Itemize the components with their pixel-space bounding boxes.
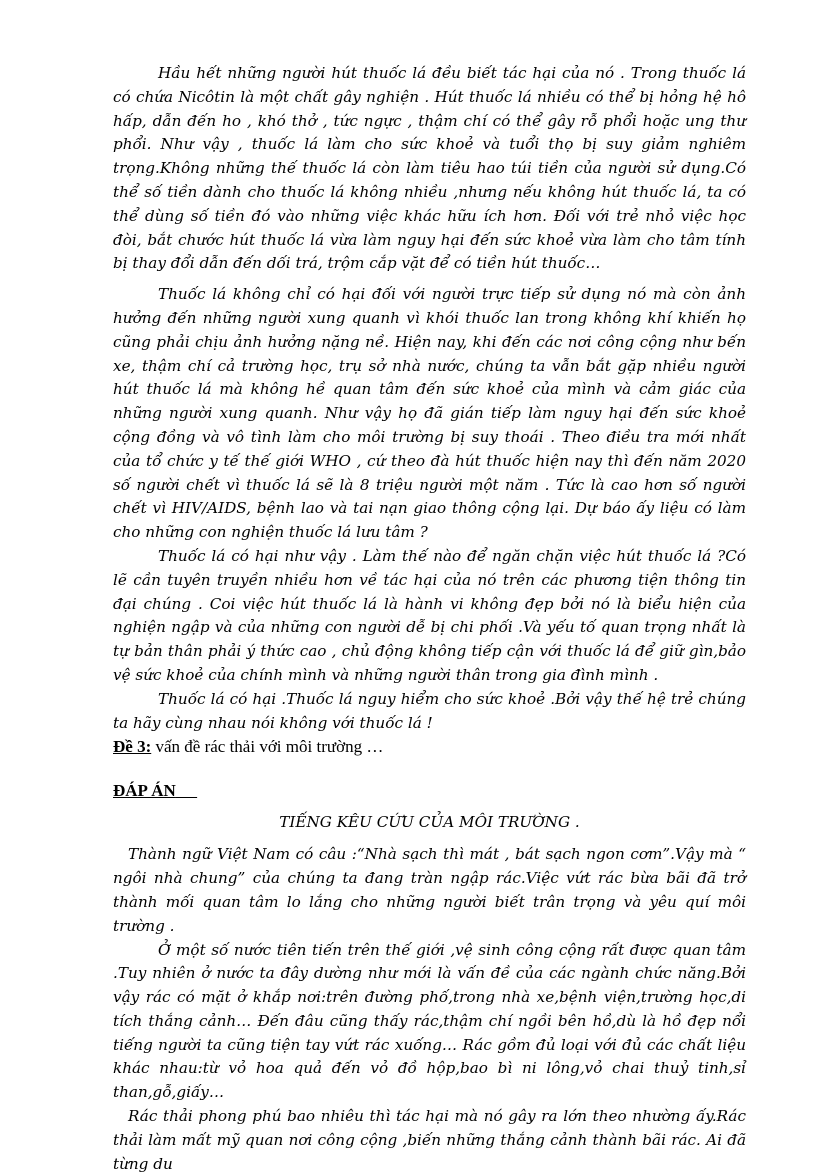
paragraph-4: Thuốc lá có hại .Thuốc lá nguy hiểm cho sức khoẻ .Bởi vậy thế hệ trẻ chúng ta hãy cùng nhau nói không với thuốc lá ! [113,689,746,732]
paragraph-7: Rác thải phong phú bao nhiêu thì tác hại mà nó gây ra lớn theo nhường ấy.Rác thải làm mất mỹ quan nơi công cộng ,biến những thắng cảnh thành bãi rác. Ai đã từng du [113,1107,746,1173]
paragraph-6: Ở một số nước tiên tiến trên thế giới ,vệ sinh công cộng rất được quan tâm .Tuy nhiên ở nước ta đây dường như mới là vấn đề của các ngành chức năng.Bởi vậy rác có mặt ở khắp nơi:trên đường phố,trong nhà xe,bệnh viện,trường học,di tích thắng cảnh… Đến đâu cũng thấy rác,thậm chí ngồi bên hồ,dù là hồ đẹp nổi tiếng người ta cũng tiện tay vứt rác xuống… Rác gồm đủ loại với đủ các chất liệu khác nhau:từ vỏ hoa quả đến vỏ đồ hộp,bao bì ni lông,vỏ chai thuỷ tinh,sỉ than,gỗ,giấy… [113,940,746,1102]
section-text: vấn đề rác thải với môi trường … [155,737,384,757]
paragraph-2: Thuốc lá không chỉ có hại đối với người trực tiếp sử dụng nó mà còn ảnh hưởng đến những người xung quanh vì khói thuốc lan trong không khí khiến họ cũng phải chịu ảnh hưởng nặng nề. Hiện nay, khi đến các nơi công cộng như bến xe, thậm chí cả trường học, trụ sở nhà nước, chúng ta vẫn bắt gặp nhiều người hút thuốc lá mà không hề quan tâm đến sức khoẻ của mình và cảm giác của những người xung quanh. Như vậy họ đã gián tiếp làm nguy hại đến sức khoẻ cộng đồng và vô tình làm cho môi trường bị suy thoái . Theo điều tra mới nhất của tổ chức y tế thế giới WHO , cứ theo đà hút thuốc hiện nay thì đến năm 2020 số người chết vì thuốc lá sẽ là 8 triệu người một năm . Tức là cao hơn số người chết vì HIV/AIDS, bệnh lao và tai nạn giao thông cộng lại. Dự báo ấy liệu có làm cho những con nghiện thuốc lá lưu tâm ? [113,285,746,542]
paragraph-3: Thuốc lá có hại như vậy . Làm thế nào để ngăn chặn việc hút thuốc lá ?Có lẽ cần tuyên truyền nhiều hơn về tác hại của nó trên các phương tiện thông tin đại chúng . Coi việc hút thuốc lá là hành vi không đẹp bởi nó là biểu hiện của nghiện ngập và của những con người dễ bị chi phối .Và yếu tố quan trọng nhất là tự bản thân phải ý thức cao , chủ động không tiếp cận với thuốc lá để giữ gìn,bảo vệ sức khoẻ của chính mình và những người thân trong gia đình mình . [113,546,746,684]
answer-heading: ĐÁP ÁN [113,781,176,801]
paragraph-1: Hầu hết những người hút thuốc lá đều biết tác hại của nó . Trong thuốc lá có chứa Nicôtin là một chất gây nghiện . Hút thuốc lá nhiều có thể bị hỏng hệ hô hấp, dẫn đến ho , khó thở , tức ngực , thậm chí có thể gây rỗ phổi hoặc ung thư phổi. Như vậy , thuốc lá làm cho sức khoẻ và tuổi thọ bị suy giảm nghiêm trọng.Không những thế thuốc lá còn làm tiêu hao túi tiền của người sử dụng.Có thể số tiền dành cho thuốc lá không nhiều ,nhưng nếu không hút thuốc lá, ta có thể dùng số tiền đó vào những việc khác hữu ích hơn. Đối với trẻ nhỏ việc học đòi, bắt chước hút thuốc lá vừa làm nguy hại đến sức khoẻ vừa làm cho tâm tính bị thay đổi dẫn đến dối trá, trộm cắp vặt để có tiền hút thuốc… [113,64,746,273]
section-heading [113,737,746,763]
essay-title: TIẾNG KÊU CỨU CỦA MÔI TRƯỜNG . [279,813,580,832]
section-label: Đề 3: [113,737,152,757]
paragraph-5: Thành ngữ Việt Nam có câu :“Nhà sạch thì mát , bát sạch ngon cơm”.Vậy mà “ ngôi nhà chung” của chúng ta đang tràn ngập rác.Việc vứt rác bừa bãi đã trở thành mối quan tâm lo lắng cho những người biết trân trọng và yêu quí môi trường . [113,845,746,935]
